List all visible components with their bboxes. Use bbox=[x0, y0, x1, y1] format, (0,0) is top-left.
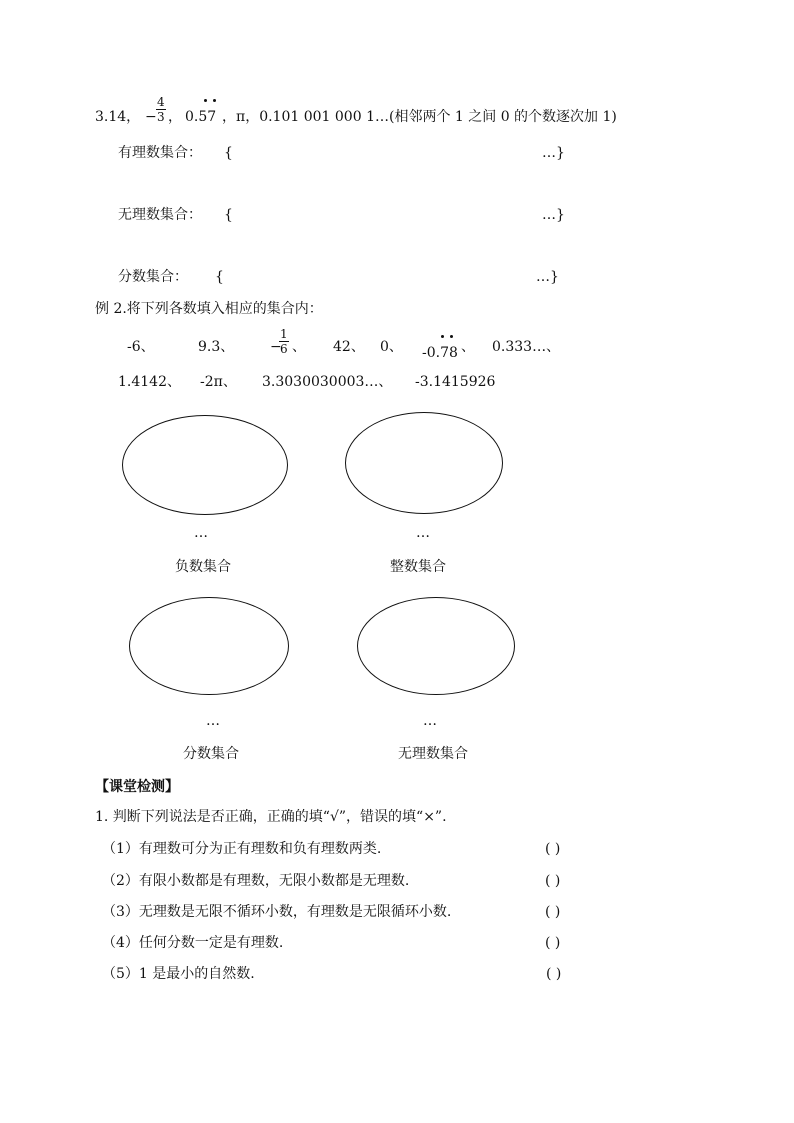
item-text: （1）有理数可分为正有理数和负有理数两类. bbox=[102, 841, 382, 857]
number-item: 1.4142、 bbox=[118, 374, 181, 390]
set-label: 有理数集合： bbox=[118, 145, 202, 161]
set-ellipsis: … bbox=[423, 713, 437, 729]
fraction-sign: − bbox=[270, 339, 282, 355]
answer-blank[interactable]: ( ) bbox=[545, 904, 561, 920]
number-item: 0.333…、 bbox=[492, 339, 561, 355]
item-text: （3）无理数是无限不循环小数，有理数是无限循环小数. bbox=[102, 904, 452, 920]
set-close-brace: …} bbox=[542, 145, 565, 161]
number-item: 42、 bbox=[333, 339, 365, 355]
answer-blank[interactable]: ( ) bbox=[546, 966, 562, 982]
intro-rest: ，π，0.101 001 000 1…(相邻两个 1 之间 0 的个数逐次加 1) bbox=[222, 109, 617, 125]
intro-comma: ， bbox=[168, 109, 182, 125]
answer-blank[interactable]: ( ) bbox=[545, 841, 561, 857]
set-ellipse[interactable] bbox=[345, 412, 503, 514]
repeating-number: -0.78 bbox=[422, 345, 458, 361]
intro-fraction bbox=[156, 96, 166, 123]
set-ellipsis: … bbox=[194, 525, 208, 541]
number-separator: 、 bbox=[461, 339, 475, 355]
set-ellipsis: … bbox=[206, 713, 220, 729]
repeat-dot-7 bbox=[213, 99, 216, 102]
set-ellipse[interactable] bbox=[122, 415, 288, 515]
section-title: 【课堂检测】 bbox=[95, 779, 179, 795]
item-text: （2）有限小数都是有理数，无限小数都是无理数. bbox=[102, 873, 410, 889]
answer-blank[interactable]: ( ) bbox=[545, 873, 561, 889]
number-fraction bbox=[279, 328, 289, 355]
answer-blank[interactable]: ( ) bbox=[545, 935, 561, 951]
number-item: 9.3、 bbox=[198, 339, 235, 355]
set-ellipse[interactable] bbox=[129, 597, 289, 695]
set-ellipse[interactable] bbox=[357, 597, 515, 695]
fraction-denominator: 6 bbox=[280, 342, 288, 356]
set-open-brace: { bbox=[215, 269, 224, 285]
set-close-brace: …} bbox=[536, 269, 559, 285]
number-item: -6、 bbox=[127, 339, 155, 355]
set-caption: 负数集合 bbox=[175, 559, 231, 575]
fraction-numerator: 1 bbox=[280, 327, 288, 341]
number-item: 3.3030030003…、 bbox=[262, 374, 393, 390]
fraction-numerator: 4 bbox=[157, 95, 165, 109]
item-text: （4）任何分数一定是有理数. bbox=[102, 935, 284, 951]
set-caption: 分数集合 bbox=[183, 746, 239, 762]
number-separator: 、 bbox=[292, 339, 306, 355]
question1-prompt: 1. 判断下列说法是否正确，正确的填“√”，错误的填“×”. bbox=[95, 809, 447, 825]
intro-fraction-sign: − bbox=[145, 109, 157, 125]
intro-number-3-14: 3.14， bbox=[95, 109, 141, 125]
item-text: （5）1 是最小的自然数. bbox=[102, 966, 255, 982]
set-label: 分数集合： bbox=[118, 269, 188, 285]
set-caption: 无理数集合 bbox=[398, 746, 468, 762]
set-open-brace: { bbox=[224, 145, 233, 161]
repeat-dot-8 bbox=[450, 335, 453, 338]
example2-title: 例 2.将下列各数填入相应的集合内： bbox=[95, 301, 323, 317]
set-open-brace: { bbox=[224, 207, 233, 223]
set-ellipsis: … bbox=[416, 525, 430, 541]
fraction-denominator: 3 bbox=[157, 110, 165, 124]
repeat-dot-5 bbox=[204, 99, 207, 102]
intro-repeating-decimal: 0.57 bbox=[185, 109, 217, 125]
set-label: 无理数集合： bbox=[118, 207, 202, 223]
number-item: 0、 bbox=[380, 339, 403, 355]
number-item: -3.1415926 bbox=[415, 374, 496, 390]
set-caption: 整数集合 bbox=[390, 559, 446, 575]
set-close-brace: …} bbox=[542, 207, 565, 223]
repeat-dot-7 bbox=[441, 335, 444, 338]
number-item: -2π、 bbox=[200, 374, 237, 390]
